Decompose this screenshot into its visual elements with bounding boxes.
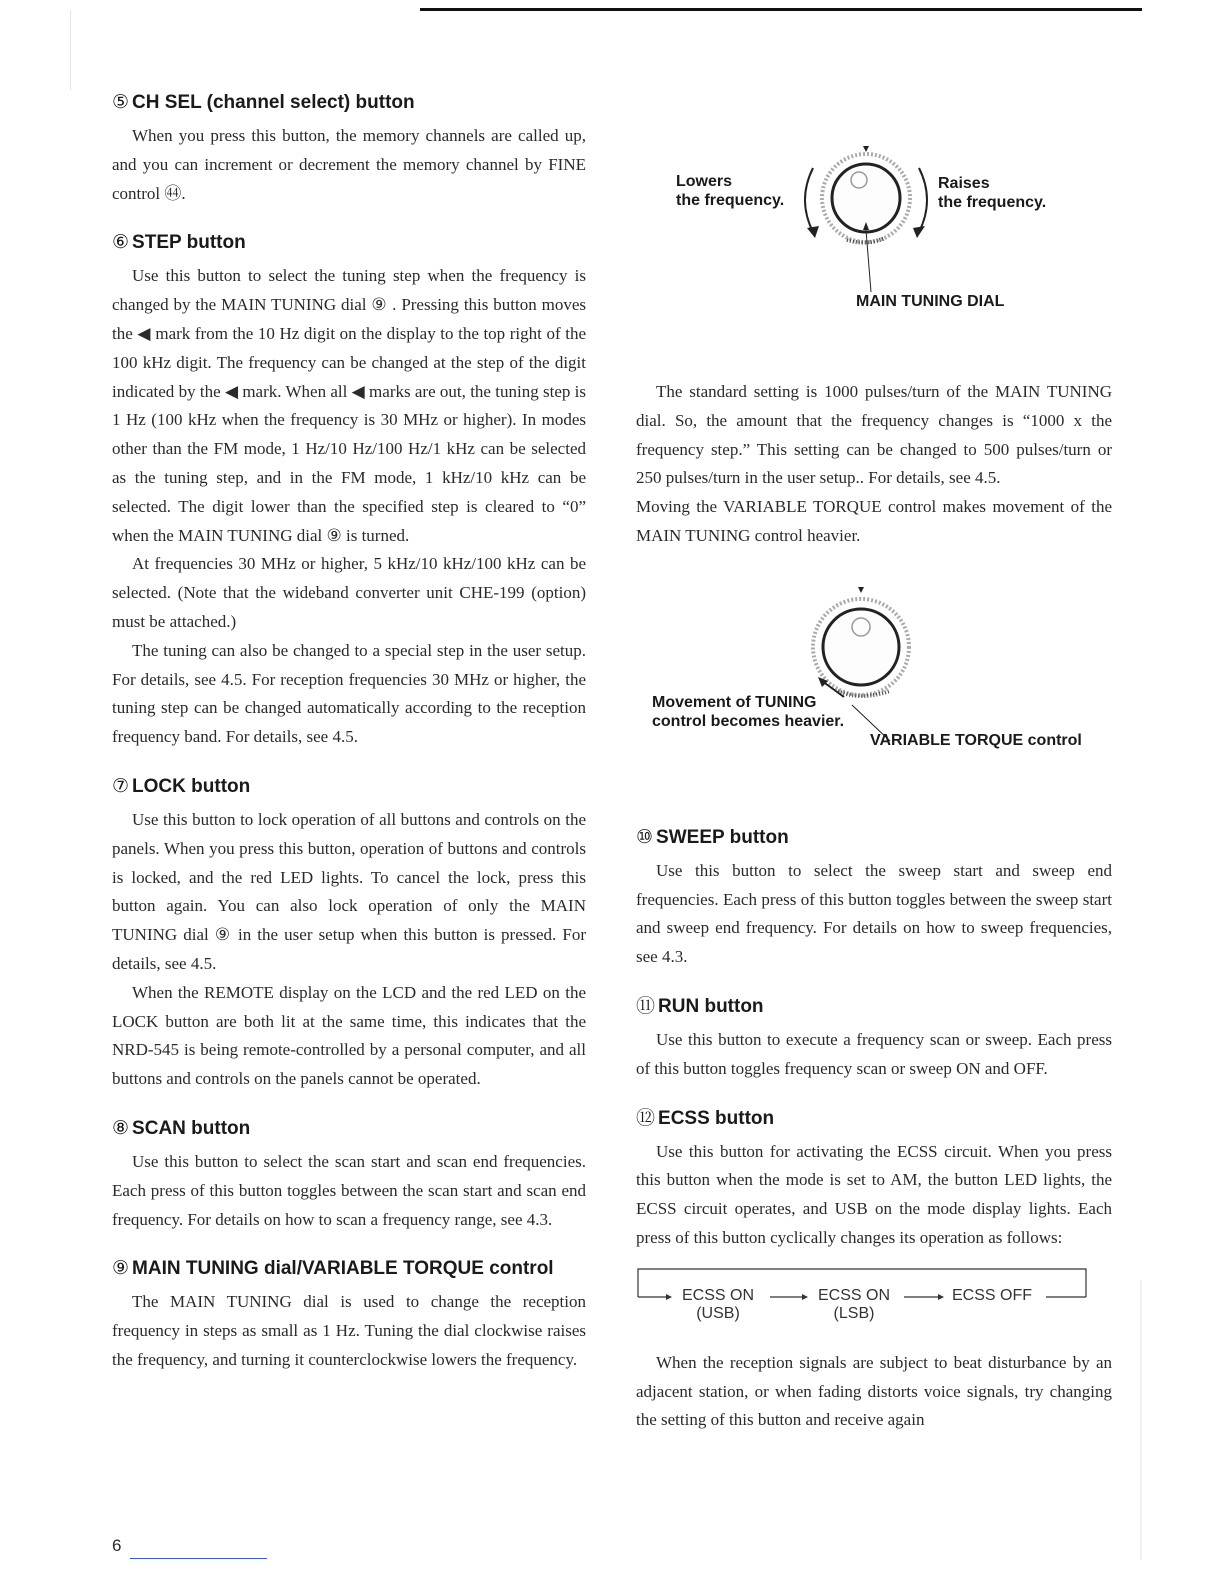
page-number: 6 (112, 1536, 122, 1555)
ecss-state-1: ECSS ON (USB) (682, 1286, 755, 1322)
section-heading: ⑩ SWEEP button (636, 826, 789, 848)
section-heading: ⑨ MAIN TUNING dial/VARIABLE TORQUE control (112, 1258, 554, 1280)
standard-setting-text (636, 378, 1112, 551)
paragraph: When the reception signals are subject to beat disturbance by an adjacent station, or when fading distorts voice signals, try changing the setting of this button and receive again (636, 1352, 1112, 1430)
ecss-cycle-diagram (636, 1267, 1112, 1339)
right-column (636, 90, 1112, 1457)
section-ch-sel (112, 90, 586, 208)
left-column (112, 90, 586, 1397)
section-ecss (636, 1106, 1112, 1436)
header-rule (420, 8, 1142, 11)
paragraph: Use this button to select the sweep start and sweep end frequencies. Each press of this button toggles between the sweep start and sweep end frequency. For details on how to sweep frequencies, see 4.3. (636, 860, 1112, 967)
section-heading: ⑦ LOCK button (112, 775, 251, 797)
section-heading: ⑫ ECSS button (636, 1107, 775, 1129)
section-heading: ⑤ CH SEL (channel select) button (112, 92, 415, 113)
footer-rule (130, 1558, 267, 1559)
paragraph: When you press this button, the memory channels are called up, and you can increment or decrement the memory channel by FINE control ㊹. (112, 126, 586, 203)
paragraph: Use this button to execute a frequency scan or sweep. Each press of this button toggles frequency scan or sweep ON and OFF. (636, 1029, 1112, 1078)
paragraph: The standard setting is 1000 pulses/turn of the MAIN TUNING dial. So, the amount that the frequency changes is “1000 x the frequency step.” This setting can be changed to 500 pulses/turn or 250 pulses/turn in the user setup.. For details, see 4.5. (636, 382, 1112, 488)
ecss-state-3: ECSS OFF (952, 1286, 1033, 1304)
raises-caption: Raises the frequency. (938, 175, 1047, 211)
paragraph: Use this button to select the scan start and scan end frequencies. Each press of this button toggles between the scan start and scan end frequency. For details on how to scan a frequency range, see 4.3. (112, 1151, 586, 1229)
main-tuning-dial-figure (636, 90, 1112, 340)
section-step (112, 230, 586, 752)
ecss-state-2: ECSS ON (LSB) (818, 1286, 891, 1322)
paragraph: Moving the VARIABLE TORQUE control makes movement of the MAIN TUNING control heavier. (636, 497, 1112, 545)
section-run (636, 994, 1112, 1084)
section-main-tuning (112, 1256, 586, 1374)
section-heading: ⑥ STEP button (112, 232, 246, 254)
scan-edge-shadow (1140, 1280, 1142, 1560)
movement-caption: Movement of TUNING control becomes heavier. (652, 693, 845, 730)
section-heading: ⑪ RUN button (636, 995, 764, 1017)
tuning-knob-icon (791, 130, 941, 300)
paragraph: Use this button to select the tuning step when the frequency is changed by the MAIN TUNING dial ⑨ . Pressing this button moves the ◀ mark from the 10 Hz digit on the display to the top right of the 100 kHz digit. The frequency can be changed at the step of the digit indicated by the ◀ mark. When all ◀ marks are out, the tuning step is 1 Hz (100 kHz when the frequency is 30 MHz or higher). In modes other than the FM mode, 1 Hz/10 Hz/100 Hz/1 kHz can be selected as the tuning step, and in the FM mode, 1 kHz/10 kHz can be selected. The digit lower than the specified step is cleared to “0” when the MAIN TUNING dial ⑨ is turned. (112, 266, 586, 545)
section-scan (112, 1116, 586, 1234)
variable-torque-figure (636, 585, 1112, 825)
lowers-caption: Lowers the frequency. (676, 173, 785, 209)
paragraph: When the REMOTE display on the LCD and the red LED on the LOCK button are both lit at the same time, this indicates that the NRD-545 is being remote-controlled by a personal computer, and all buttons and controls on the panels cannot be operated. (112, 982, 586, 1089)
paragraph: The MAIN TUNING dial is used to change the reception frequency in steps as small as 1 Hz. Tuning the dial clockwise raises the frequency, and turning it counterclockwise lowers the frequency. (112, 1292, 586, 1369)
section-sweep (636, 825, 1112, 972)
section-heading: ⑧ SCAN button (112, 1117, 251, 1139)
paragraph: At frequencies 30 MHz or higher, 5 kHz/10 kHz/100 kHz can be selected. (Note that the wideband converter unit CHE-199 (option) must be attached.) (112, 554, 586, 631)
paragraph: Use this button to lock operation of all buttons and controls on the panels. When you press this button, operation of buttons and controls is locked, and the red LED lights. To cancel the lock, press this button again. You can also lock operation of only the MAIN TUNING dial ⑨ in the user setup when this button is pressed. For details, see 4.5. (112, 809, 586, 973)
scan-edge-line (70, 10, 71, 90)
variable-torque-label: VARIABLE TORQUE control (870, 731, 1082, 749)
paragraph: The tuning can also be changed to a special step in the user setup. For details, see 4.5. For reception frequencies 30 MHz or higher, the tuning step can be changed automatically according to the reception frequency band. For details, see 4.5. (112, 640, 586, 747)
paragraph: Use this button for activating the ECSS circuit. When you press this button when the mode is set to AM, the button LED lights, the ECSS circuit operates, and USB on the mode display lights. Each press of this button cyclically changes its operation as follows: (636, 1141, 1112, 1247)
main-tuning-dial-label: MAIN TUNING DIAL (856, 293, 1005, 310)
section-lock (112, 774, 586, 1094)
